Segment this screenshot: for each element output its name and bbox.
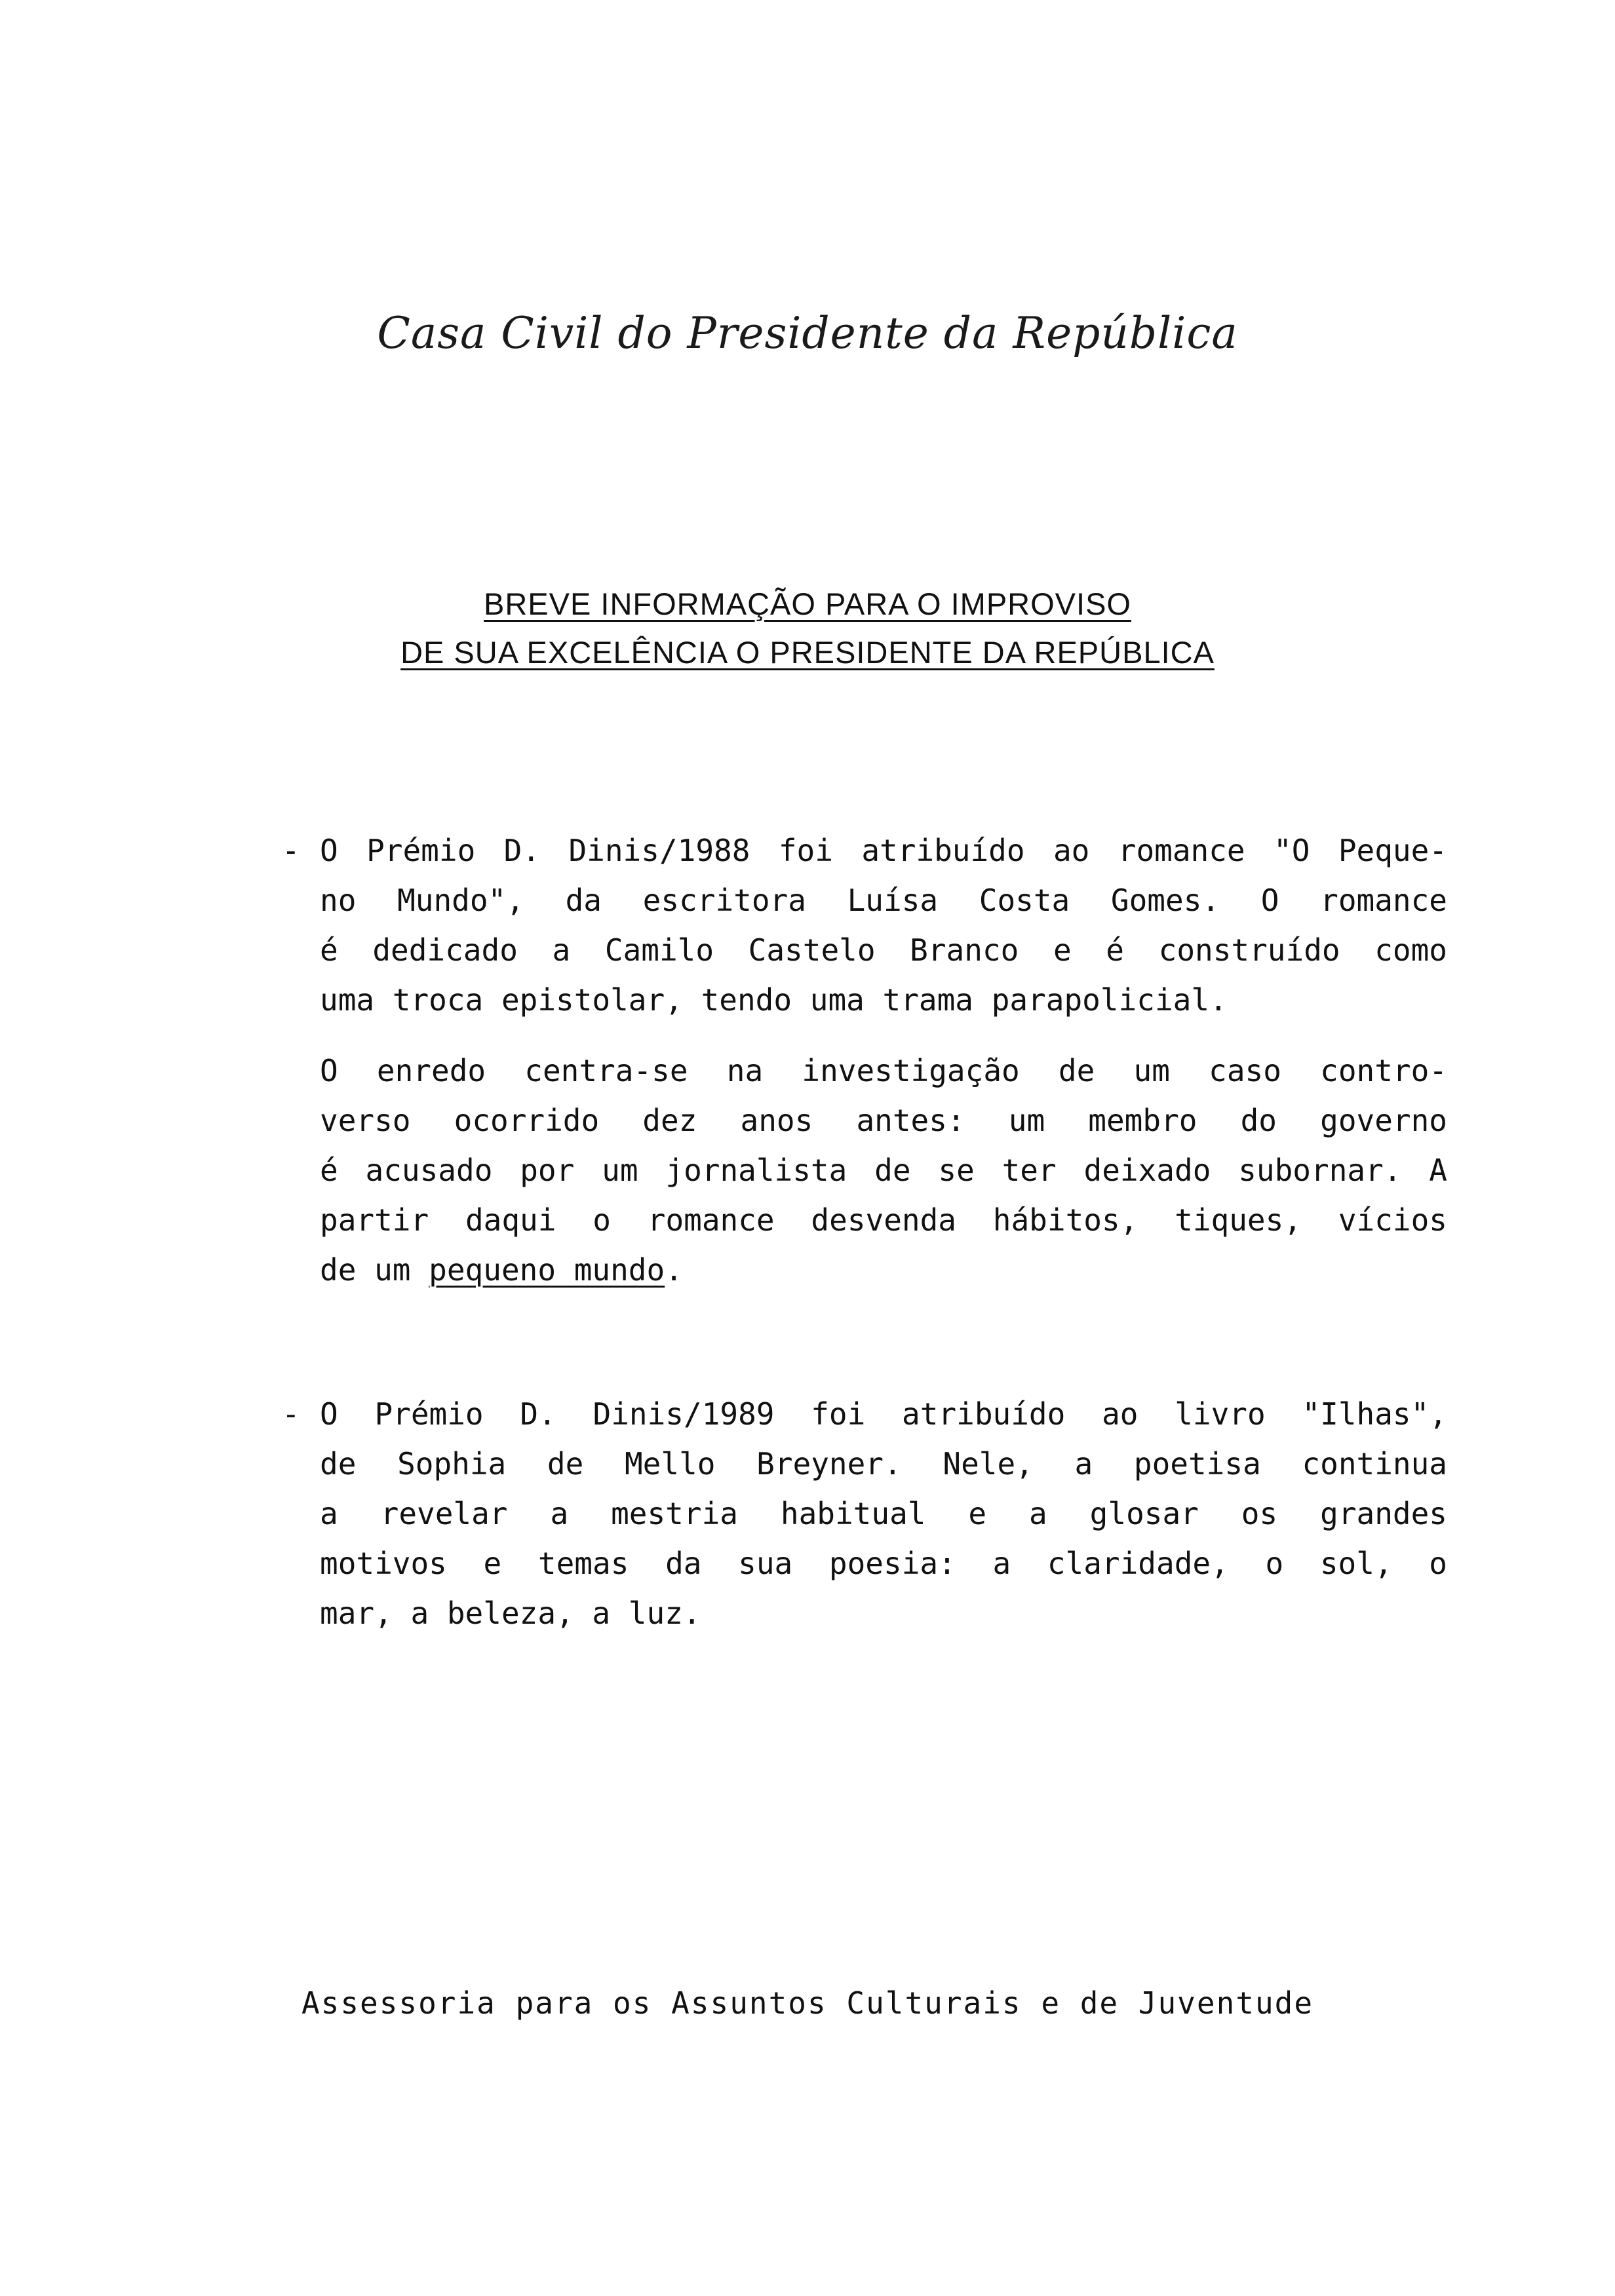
item-1-paragraph-2-line: verso ocorrido dez anos antes: um membro do governo [320, 1103, 1447, 1138]
item-1-line: é dedicado a Camilo Castelo Branco e é construído como [320, 932, 1447, 968]
item-2-line: O Prémio D. Dinis/1989 foi atribuído ao livro "Ilhas", [320, 1396, 1447, 1432]
item-2-line: motivos e temas da sua poesia: a claridade, o sol, o [320, 1546, 1447, 1581]
item-1-line: uma troca epistolar, tendo uma trama parapolicial. [320, 982, 1228, 1018]
document-title-line-2 [0, 634, 1615, 670]
document-title-line-1 [0, 586, 1615, 622]
title-line-2-text: DE SUA EXCELÊNCIA O PRESIDENTE DA REPÚBLICA [400, 635, 1215, 670]
item-2-line: de Sophia de Mello Breyner. Nele, a poetisa continua [320, 1446, 1447, 1482]
last-line-suffix: . [665, 1252, 683, 1288]
item-1-paragraph-2-line: O enredo centra-se na investigação de um caso contro- [320, 1053, 1447, 1088]
item-1-line: no Mundo", da escritora Luísa Costa Gomes. O romance [320, 883, 1447, 918]
item-1-line: O Prémio D. Dinis/1988 foi atribuído ao romance "O Peque- [320, 833, 1447, 868]
underlined-phrase: pequeno mundo [429, 1252, 665, 1288]
last-line-prefix: de um [320, 1252, 429, 1288]
item-1-paragraph-2-line: partir daqui o romance desvenda hábitos, tiques, vícios [320, 1202, 1447, 1238]
title-line-1-text: BREVE INFORMAÇÃO PARA O IMPROVISO [484, 586, 1131, 621]
item-2-line: a revelar a mestria habitual e a glosar os grandes [320, 1496, 1447, 1531]
item-2-dash: - [282, 1396, 300, 1432]
item-1-paragraph-2-line: é acusado por um jornalista de se ter deixado subornar. A [320, 1153, 1447, 1188]
footer-department: Assessoria para os Assuntos Culturais e de Juventude [301, 1985, 1314, 2021]
item-2-line: mar, a beleza, a luz. [320, 1596, 701, 1631]
letterhead: Casa Civil do Presidente da República [377, 308, 1238, 358]
item-1-dash: - [282, 833, 300, 868]
item-1-paragraph-2-last-line [320, 1250, 1447, 1290]
